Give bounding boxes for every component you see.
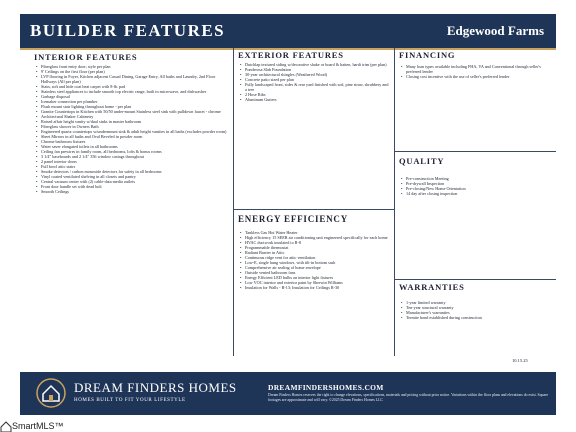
- energy-efficiency-list: [238, 230, 390, 290]
- energy-feature-item: • Energy Efficient LED bulbs on interior light fixtures: [245, 275, 390, 280]
- energy-efficiency-section: [238, 214, 390, 290]
- revision-date: 10.15.25: [512, 358, 528, 363]
- disclaimer-text: Dream Finders Homes reserves the right to change elevations, specifications, materials and pricing without prior notice. Variations within the floor plans and elevations do exist. Square footages are approximate and will vary. ©2025 Dream Finders Homes LLC: [268, 393, 549, 402]
- quality-item: • 14 day after closing inspection: [406, 191, 551, 196]
- interior-feature-item: • Front door handle set with dead bolt: [41, 184, 230, 189]
- exterior-feature-item: • Fully landscaped front, sides & rear yard finished with sod, pine straw, shrubbery and a tree: [245, 82, 390, 92]
- interior-feature-item: • 9' Ceilings on the first floor (per plan): [41, 69, 230, 74]
- energy-feature-item: • Outside vented bathroom fans: [245, 270, 390, 275]
- interior-feature-item: • Flush mount stair lighting throughout home - per plan: [41, 104, 230, 109]
- interior-feature-item: • Fiberglass shower in Owners Bath: [41, 124, 230, 129]
- interior-feature-item: • Fiberglass front entry door; style per plan: [41, 64, 230, 69]
- energy-feature-item: • Low VOC interior and exterior paint by Sherwin Williams: [245, 280, 390, 285]
- interior-feature-item: • LVP flooring in Foyer, Kitchen adjacent Casual Dining, Garage Entry, All baths and Laundry, 2nd Floor Hallways (All per plan): [41, 74, 230, 84]
- exterior-features-list: [238, 62, 390, 102]
- interior-feature-item: • Stainless steel appliances to include smooth top electric range, built in microwave, and dishwasher: [41, 89, 230, 94]
- warranties-list: [399, 300, 551, 320]
- page-title: BUILDER FEATURES: [30, 21, 226, 40]
- interior-feature-item: • Water saver elongated toilets in all bathrooms: [41, 144, 230, 149]
- column-divider-left: [233, 48, 234, 356]
- interior-feature-item: • Garbage disposal: [41, 94, 230, 99]
- financing-title: FINANCING: [399, 50, 456, 60]
- energy-feature-item: • Comprehensive air sealing of home envelope: [245, 265, 390, 270]
- interior-feature-item: • Engineered quartz countertops w/undermount sink & adult height vanities in all baths (excludes powder room): [41, 129, 230, 134]
- community-name: Edgewood Farms: [446, 23, 544, 38]
- interior-feature-item: • Sheet Mirrors in all baths and Oval Beveled in powder room: [41, 134, 230, 139]
- warranty-item: • Ten-year structural warranty: [406, 305, 551, 310]
- interior-feature-item: • 2 panel interior doors: [41, 159, 230, 164]
- brand-tagline: HOMES BUILT TO FIT YOUR LIFESTYLE: [74, 398, 186, 403]
- interior-feature-item: • Ceiling fan prewires in family room, all bedrooms, lofts & bonus rooms: [41, 149, 230, 154]
- interior-features-title: INTERIOR FEATURES: [34, 52, 138, 62]
- energy-feature-item: • Insulation for Walls - R-13; Insulation for Ceilings R-30: [245, 285, 390, 290]
- energy-feature-item: • Radiant Barrier in Attic: [245, 250, 390, 255]
- energy-feature-item: • HVAC ductwork insulated to R-8: [245, 240, 390, 245]
- financing-section: [399, 50, 551, 79]
- quality-item: • Pre-construction Meeting: [406, 176, 551, 181]
- exterior-feature-item: • 30-year architectural shingles (Weathered Wood): [245, 72, 390, 77]
- brand-name: DREAM FINDERS HOMES: [74, 380, 237, 395]
- interior-feature-item: • Chrome bathroom fixtures: [41, 139, 230, 144]
- interior-feature-item: • Smooth Ceilings: [41, 189, 230, 194]
- exterior-features-section: [238, 50, 390, 102]
- house-logo-icon: [36, 378, 66, 408]
- quality-title: QUALITY: [399, 156, 445, 166]
- energy-efficiency-title: ENERGY EFFICIENCY: [238, 214, 349, 224]
- warranties-divider: [395, 279, 556, 280]
- interior-feature-item: • Smoke detectors / carbon monoxide detectors for safety in all bedrooms: [41, 169, 230, 174]
- exterior-feature-item: • Ponderosa Slab Foundation: [245, 67, 390, 72]
- website-link[interactable]: DREAMFINDERSHOMES.COM: [268, 383, 384, 392]
- energy-feature-item: • High efficiency 15 SEER air conditioning unit engineered specifically for each home: [245, 235, 390, 240]
- quality-item: • Pre-drywall Inspection: [406, 181, 551, 186]
- energy-divider: [234, 209, 394, 210]
- warranties-section: [399, 282, 551, 320]
- interior-feature-item: • Granite Countertops in Kitchen with 50/50 under-mount Stainless steel sink with pulldown faucet - chrome: [41, 109, 230, 114]
- warranty-item: • Manufacturer's warranties: [406, 310, 551, 315]
- exterior-features-title: EXTERIOR FEATURES: [238, 50, 344, 60]
- quality-list: [399, 176, 551, 196]
- interior-feature-item: • Raised affair height vanity w/dual sinks in master bathroom: [41, 119, 230, 124]
- exterior-feature-item: • Aluminum Gutters: [245, 97, 390, 102]
- energy-feature-item: • Programmable thermostat: [245, 245, 390, 250]
- financing-item: • Closing cost incentive with the use of seller's preferred lender: [406, 74, 551, 79]
- warranty-item: • Termite bond established during construction: [406, 315, 551, 320]
- interior-feature-item: • Architectural Shaker Cabinetry: [41, 114, 230, 119]
- financing-list: [399, 64, 551, 79]
- interior-feature-item: • Icemaker connection per plumber: [41, 99, 230, 104]
- energy-feature-item: • Continuous ridge vent for attic ventilation: [245, 255, 390, 260]
- quality-section: [399, 156, 551, 196]
- exterior-feature-item: • 2 Hose Bibs: [245, 92, 390, 97]
- quality-divider: [395, 151, 556, 152]
- interior-feature-item: • Stain, soft and hide coat beat carpet with 8-lb. pad: [41, 84, 230, 89]
- footer-banner: [20, 372, 556, 415]
- exterior-feature-item: • Concrete patio sized per plan: [245, 77, 390, 82]
- interior-feature-item: • 3 1/4" baseboards and 2 1/4" 356 window casings throughout: [41, 154, 230, 159]
- warranties-title: WARRANTIES: [399, 282, 465, 292]
- interior-feature-item: • Central vacuum center with (2) cable-data media outlets: [41, 179, 230, 184]
- interior-features-section: [34, 52, 230, 194]
- quality-item: • Pre-closing/New Home Orientation: [406, 186, 551, 191]
- interior-feature-item: • Full bowl attic stairs: [41, 164, 230, 169]
- page-header: [20, 14, 556, 50]
- exterior-feature-item: • Dutchlap textured siding w/decorative shake or board & batten, hardi trim (per plan): [245, 62, 390, 67]
- interior-features-list: [34, 64, 230, 194]
- column-divider-right: [394, 48, 395, 356]
- financing-item: • Many loan types available including FHA, VA and Conventional through seller's preferred lender: [406, 64, 551, 74]
- interior-feature-item: • Vinyl coated ventilated shelving in all closets and pantry: [41, 174, 230, 179]
- smartmls-watermark: SmartMLS™: [12, 421, 64, 431]
- energy-feature-item: • Tankless Gas Hot Water Heater: [245, 230, 390, 235]
- energy-feature-item: • Low-E, single hung windows, with tilt-in bottom sash: [245, 260, 390, 265]
- warranty-item: • 1-year limited warranty: [406, 300, 551, 305]
